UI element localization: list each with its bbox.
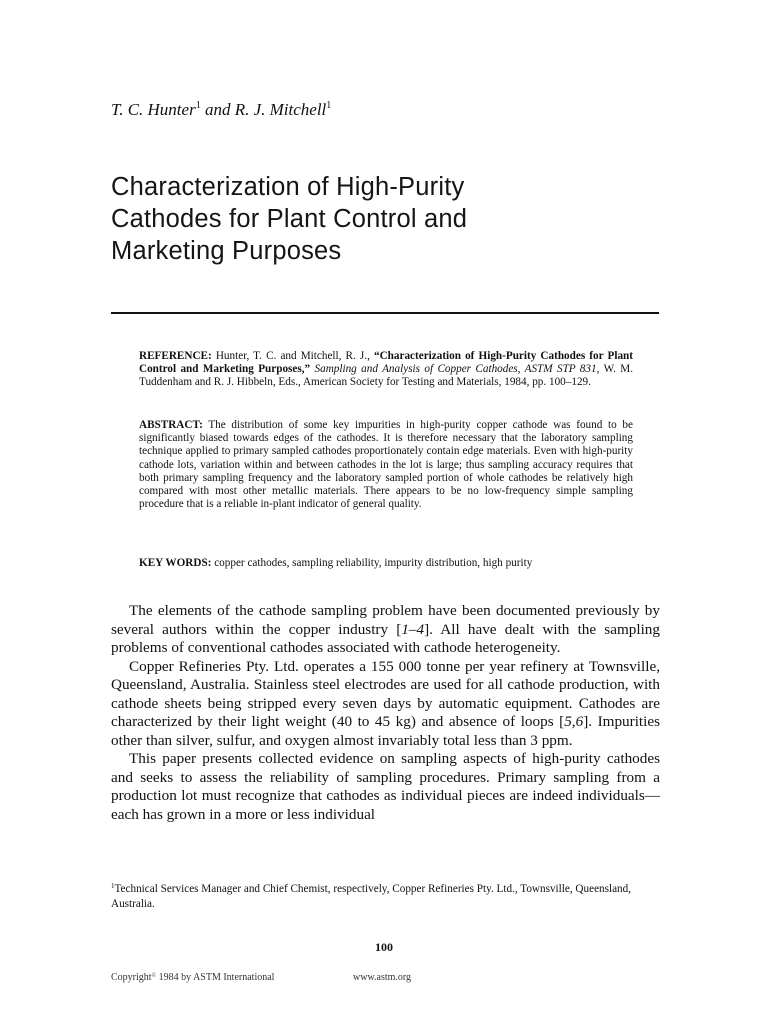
copyright-pre: Copyright [111,972,152,983]
author-1-footnote-mark: 1 [195,100,201,111]
citation-ref: 1–4 [401,620,425,638]
title-line-1: Characterization of High-Purity [111,173,465,201]
keywords-text: copper cathodes, sampling reliability, impurity distribution, high purity [211,557,533,569]
website-url: www.astm.org [353,972,412,983]
author-line [111,100,331,120]
footnote [111,882,660,912]
reference-publication: Sampling and Analysis of Copper Cathodes, ASTM STP 831, [314,363,600,376]
page-number: 100 [375,940,393,954]
author-conjunction: and [200,100,235,119]
body-p1-text-b: ]. All have dealt with the sampling problems of conventional cathodes associated with cathode heterogeneity. [111,620,660,656]
body-paragraph-1 [111,602,660,658]
reference-article-title: “Characterization of High-Purity Cathodes for Plant Control and Marketing Purposes,” [139,350,633,376]
body-paragraph-2 [111,658,660,751]
body-p2-text-b: ]. Impurities other than silver, sulfur, and oxygen almost invariably total less than 3 ppm. [111,713,661,749]
author-1: T. C. Hunter [111,100,196,119]
paper-title [111,171,671,267]
keywords-block [139,557,633,570]
title-line-2: Cathodes for Plant Control and [111,205,468,233]
title-line-3: Marketing Purposes [111,237,342,265]
body-p1-text-a: The elements of the cathode sampling problem have been documented previously by several authors within the copper industry [ [111,602,660,638]
abstract-label: ABSTRACT: [139,419,203,431]
abstract-block [139,419,633,511]
footnote-text: Technical Services Manager and Chief Chemist, respectively, Copper Refineries Pty. Ltd., Townsville, Queensland, Australia. [111,883,632,910]
footnote-mark: 1 [111,882,115,890]
citation-ref: 5,6 [564,713,584,730]
reference-text-1: Hunter, T. C. and Mitchell, R. J., [211,350,374,362]
title-rule [111,312,659,314]
abstract-text: The distribution of some key impurities in high-purity copper cathode was found to be significantly biased towards edges of the cathodes. It is therefore necessary that the laboratory sampling technique applied to primary sampled cathodes proportionately contain edge materials. Even with high-purity cathode lots, variation within and between cathodes in the lot is large; thus sampling accuracy requires that both primary sampling frequency and the laboratory sampled portion of whole cathodes be relatively high compared with most other metallic materials. There appears to be no low-frequency simple sampling procedure that is a reliable in-plant indicator of general quality. [139,419,633,511]
author-2-footnote-mark: 1 [326,100,332,111]
body-p2-text-a: Copper Refineries Pty. Ltd. operates a 155 000 tonne per year refinery at Townsville, Queensland, Australia. Stainless steel electrodes are used for all cathode production, with cathode sheets being stripped every seven days by automatic equipment. Cathodes are characterized by their light weight (40 to 45 kg) and absence of loops [ [111,657,660,730]
copyright-symbol: © [151,973,157,979]
body-text [111,602,660,824]
reference-label: REFERENCE: [139,350,212,362]
copyright-notice [111,972,274,983]
copyright-post: 1984 by ASTM International [156,972,275,983]
author-2: R. J. Mitchell [234,100,327,119]
keywords-label: KEY WORDS: [139,557,212,569]
body-paragraph-3: This paper presents collected evidence on sampling aspects of high-purity cathodes and seeks to assess the reliability of sampling procedures. Primary sampling from a production lot must recognize that cathodes as individual pieces are indeed individuals—each has grown in a more or less individual [111,750,660,823]
reference-block [139,350,633,390]
reference-text-3: W. M. Tuddenham and R. J. Hibbeln, Eds., American Society for Testing and Materials, 1984, pp. 100–129. [139,363,634,389]
